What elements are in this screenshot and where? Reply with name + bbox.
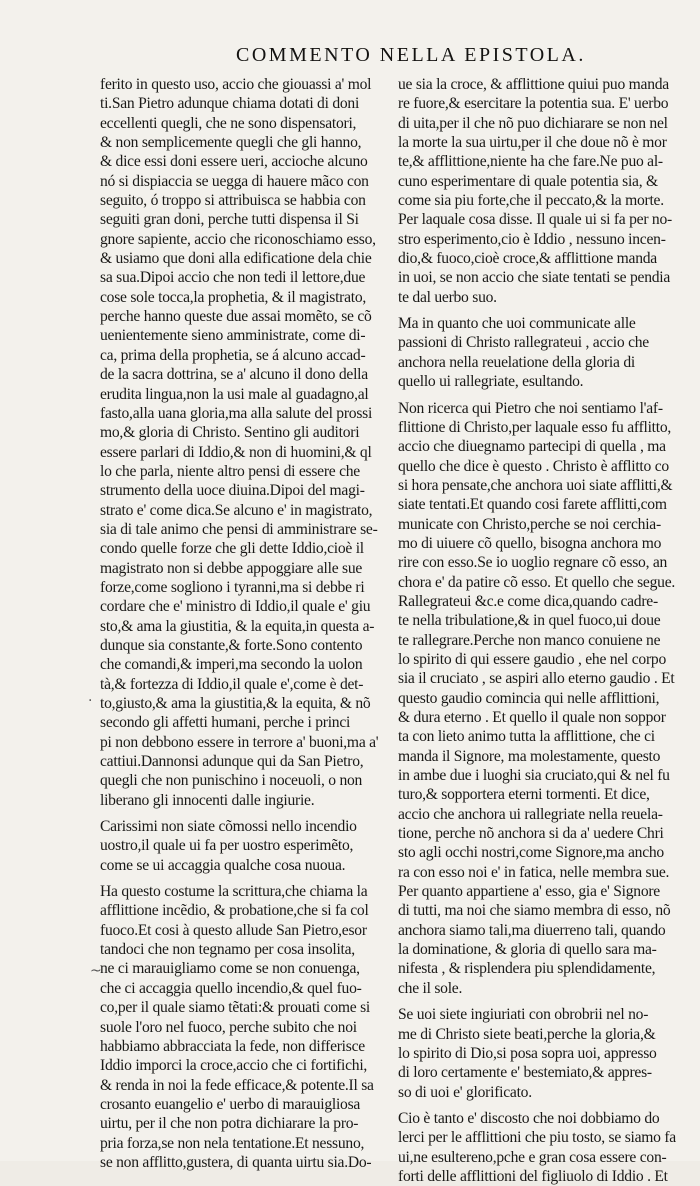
text-line: lerci per le afflittioni che piu tosto, se siamo fa [398, 1129, 676, 1147]
right-column-paragraph [398, 1005, 687, 1102]
text-line: come se ui accaggia qualche cosa nuoua. [100, 856, 346, 874]
text-line: dunque sia constante,& forte.Sono contento [100, 636, 363, 654]
text-line: forze,come sogliono i tyranni,ma si debbe ri [100, 578, 365, 596]
text-line: cuno esperimentare di quale potentia sia, & [398, 172, 658, 190]
text-line: Iddio imporci la croce,accio che ci fortifichi, [100, 1057, 368, 1075]
text-line: questo gaudio comincia qui nelle afflittioni, [398, 689, 660, 707]
text-line: tandoci che non tegnamo per cosa insolita, [100, 941, 355, 959]
text-line: in ambe due i luoghi sia cruciato,qui & nel fu [398, 767, 670, 785]
text-line: te nella tribulatione,& in quel fuoco,ui doue [398, 612, 661, 630]
text-line: seguito, ó troppo si attribuisca se habbia con [100, 192, 366, 210]
text-line: sia di tale animo che pensi di amministrare se- [100, 520, 378, 538]
text-line: seguiti gran doni, perche tutti dispensa il Si [100, 211, 359, 229]
text-line: anchora siamo tali,ma diuerreno tali, quando [398, 921, 666, 939]
text-line: to,giusto,& ama la giustitia,& la equita, & nõ [100, 695, 371, 712]
text-line: municate con Christo,perche se noi cerchia- [398, 515, 661, 533]
text-line: tà,& fortezza di Iddio,il quale e',come è det- [100, 675, 364, 693]
paragraph-gap [398, 998, 687, 1005]
text-line: in uoi, se non accio che siate tentati se pendia [398, 269, 671, 287]
left-column [100, 75, 386, 1172]
text-line: ui,ne esultereno,pche e gran cosa essere con- [398, 1148, 667, 1166]
text-line: Rallegrateui &c.e come dica,quando cadre- [398, 592, 658, 610]
text-line: te dal uerbo suo. [398, 288, 497, 306]
text-line: perche hanno queste due assai momẽto, se cõ [100, 308, 372, 326]
text-line: turo,& sopportera eterni tormenti. Et dice, [398, 786, 650, 804]
text-line: che il sole. [398, 979, 463, 997]
paragraph-gap [398, 1102, 687, 1109]
text-line: crosanto euangelio e' uerbo di marauigliosa [100, 1095, 361, 1113]
text-line: Per laquale cosa disse. Il quale ui si fa per no- [398, 211, 672, 229]
text-line: lo spirito di qui essere gaudio , ehe nel corpo [398, 650, 667, 668]
text-line: & non semplicemente quegli che gli hanno, [100, 134, 362, 152]
text-line: che ci accaggia quello incendio,& quel fuo- [100, 979, 362, 997]
text-line: sa sua.Dipoi accio che non tedi il lettore,due [100, 269, 366, 287]
text-line: liberano gli innocenti dalle ingiurie. [100, 791, 315, 809]
right-column-paragraph [398, 75, 687, 307]
text-line: ca, prima della prophetia, se á alcuno accad- [100, 346, 366, 364]
text-line: suole l'oro nel fuoco, perche subito che noi [100, 1018, 357, 1036]
text-line: Per quanto appartiene a' esso, gia e' Signore [398, 883, 660, 901]
text-line: & usiamo que doni alla edificatione dela chie [100, 250, 372, 268]
text-line: nó si dispiaccia se uegga di hauere mãco con [100, 172, 369, 190]
text-line: & renda in noi la fede efficace,& potente.Il sa [100, 1076, 374, 1094]
left-column-paragraph [100, 882, 386, 1172]
right-column-paragraph [398, 399, 687, 999]
text-line: cordare che e' ministro di Iddio,il quale e' giu [100, 598, 371, 616]
text-line: Cio è tanto e' discosto che noi dobbiamo do [398, 1109, 660, 1127]
text-line: ue sia la croce, & afflittione quiui puo manda [398, 76, 669, 93]
margin-mark: · [88, 693, 93, 709]
text-line: ta con lieto animo tutta la afflittione, che ci [398, 728, 655, 746]
text-line: erudita lingua,non la usi male al guadagno,al [100, 385, 369, 403]
text-line: lo che parla, niente altro pensi di essere che [100, 462, 360, 480]
text-line: essere parlari di Iddio,& non di huomini,& ql [100, 443, 372, 461]
text-line: che comandi,& imperi,ma secondo la uolon [100, 656, 363, 674]
text-line: rire con esso.Se io uoglio regnare cõ esso, an [398, 554, 668, 572]
text-line: de la sacra dottrina, se a' alcuno il dono della [100, 366, 368, 384]
text-line: se non afflitto,gustera, di quanta uirtu sia.Do- [100, 1153, 372, 1171]
text-line: so di uoi e' glorificato. [398, 1083, 532, 1101]
text-line: la morte la sua uirtu,per il che doue nõ è mor [398, 134, 667, 152]
running-header: COMMENTO NELLA EPISTOLA. [236, 44, 586, 66]
text-line: di uita,per il che nõ puo dichiarare se non nel [398, 114, 668, 132]
text-line: Non ricerca qui Pietro che noi sentiamo l'af- [398, 399, 663, 417]
left-column-paragraph [100, 817, 386, 875]
text-line: pria forza,se non nela tentatione.Et nessuno, [100, 1134, 365, 1152]
text-line: Ha questo costume la scrittura,che chiama la [100, 883, 368, 901]
text-line: manda il Signore, ma molestamente, questo [398, 747, 661, 765]
text-line: ne ci marauigliamo come se non conuenga, [100, 960, 360, 978]
text-line: Ma in quanto che uoi communicate alle [398, 315, 636, 333]
right-column-paragraph [398, 1109, 687, 1186]
text-line: mo di uiuere cõ quello, bisogna anchora mo [398, 534, 662, 552]
text-line: stro esperimento,cio è Iddio , nessuno incen- [398, 230, 666, 248]
paragraph-gap [398, 307, 687, 314]
text-line: mo,& gloria di Christo. Sentino gli auditori [100, 424, 360, 442]
text-line: strumento della uoce diuina.Dipoi del magi- [100, 482, 365, 500]
text-line: ferito in questo uso, accio che giouassi a' mol [100, 76, 372, 93]
text-line: flittione di Christo,per laquale esso fu afflitto, [398, 418, 672, 436]
text-line: secondo gli affetti humani, perche i princi [100, 714, 351, 732]
text-line: strato e' come dica.Se alcuno e' in magistrato, [100, 501, 373, 519]
text-line: forti delle afflittioni del figliuolo di Iddio . Et [398, 1167, 668, 1185]
text-line: uirtu, per il che non potra dichiarare la pro- [100, 1115, 359, 1133]
text-line: condo quelle forze che gli dette Iddio,cioè il [100, 540, 364, 558]
text-line: & dura eterno . Et quello il quale non soppor [398, 709, 666, 726]
text-line: me di Christo siete beati,perche la gloria,& [398, 1025, 656, 1043]
right-column [398, 75, 687, 1186]
text-line: dio,& fuoco,cioè croce,& afflittione manda [398, 250, 657, 268]
text-line: uostro,il quale ui fa per uostro esperimẽto, [100, 837, 354, 855]
text-line: tione, perche nõ anchora si da a' uedere Chri [398, 825, 664, 843]
text-line: di loro certamente e' bestemiato,& appres- [398, 1064, 652, 1082]
text-line: co,per il quale siamo tẽtati:& prouati come si [100, 999, 370, 1017]
text-line: la dominatione, & gloria di quello sara ma- [398, 941, 657, 959]
text-line: cose sole tocca,la prophetia, & il magistrato, [100, 288, 367, 306]
margin-mark: ~ [90, 963, 102, 979]
text-line: quello ui rallegriate, esultando. [398, 373, 584, 391]
paragraph-gap [100, 810, 386, 817]
text-line: ra con esso noi e' in fatica, nelle membra sue. [398, 863, 670, 881]
text-line: sia il cruciato , se aspiri allo eterno gaudio . Et [398, 670, 675, 688]
text-line: siate tentati.Et quando cosi farete afflitti,com [398, 496, 667, 514]
text-line: si hora pensate,che anchora uoi siate afflitti,& [398, 476, 673, 494]
text-line: cattiui.Dannonsi adunque qui da San Pietro, [100, 753, 364, 771]
text-line: quegli che non punischino i noceuoli, o non [100, 772, 363, 790]
right-column-paragraph [398, 314, 687, 391]
text-line: re fuore,& esercitare la potentia sua. E' uerbo [398, 95, 669, 113]
text-line: pi non debbono essere in terrore a' buoni,ma a' [100, 733, 379, 751]
paragraph-gap [100, 875, 386, 882]
text-line: accio che anchora ui rallegriate nella reuela- [398, 805, 663, 823]
text-line: accio che diuegnamo partecipi di quella , ma [398, 438, 666, 456]
text-line: & dice essi doni essere ueri, accioche alcuno [100, 153, 368, 171]
text-line: fuoco.Et cosi à questo allude San Pietro,esor [100, 921, 367, 939]
text-line: ti.San Pietro adunque chiama dotati di doni [100, 95, 360, 113]
text-line: lo spirito di Dio,si posa sopra uoi, appresso [398, 1044, 657, 1062]
text-line: uenientemente sieno amministrate, come di- [100, 327, 366, 345]
text-line: Carissimi non siate cõmossi nello incendio [100, 818, 357, 836]
text-line: afflittione incẽdio, & probatione,che si fa col [100, 902, 369, 920]
text-line: quello che dice è questo . Christo è afflitto co [398, 457, 669, 475]
text-line: fasto,alla uana gloria,ma alla salute del prossi [100, 404, 373, 422]
text-line: sto,& ama la giustitia, & la equita,in questa a- [100, 617, 375, 635]
text-line: habbiamo abbracciata la fede, non differisce [100, 1037, 365, 1055]
text-line: magistrato non si debbe appoggiare alle sue [100, 559, 363, 577]
text-line: come sia piu forte,che il peccato,& la morte. [398, 192, 664, 210]
text-line: te rallegrare.Perche non manco conuiene ne [398, 631, 661, 649]
text-line: te,& afflittione,niente ha che fare.Ne puo al- [398, 153, 663, 171]
text-line: gnore sapiente, accio che riconoschiamo esso, [100, 230, 376, 248]
text-line: passioni di Christo rallegrateui , accio che [398, 334, 649, 352]
text-line: Se uoi siete ingiuriati con obrobrii nel no- [398, 1006, 649, 1024]
text-line: chora e' da patire cõ esso. Et quello che segue. [398, 573, 676, 591]
left-column-paragraph [100, 75, 386, 810]
paragraph-gap [398, 392, 687, 399]
text-line: anchora nella reuelatione della gloria di [398, 353, 635, 371]
text-line: nifesta , & risplendera piu splendidamente, [398, 960, 656, 978]
text-line: di tutti, ma noi che siamo membra di esso, nõ [398, 902, 671, 920]
text-line: sto agli occhi nostri,come Signore,ma ancho [398, 844, 664, 862]
text-line: eccellenti quegli, che ne sono dispensatori, [100, 114, 357, 132]
